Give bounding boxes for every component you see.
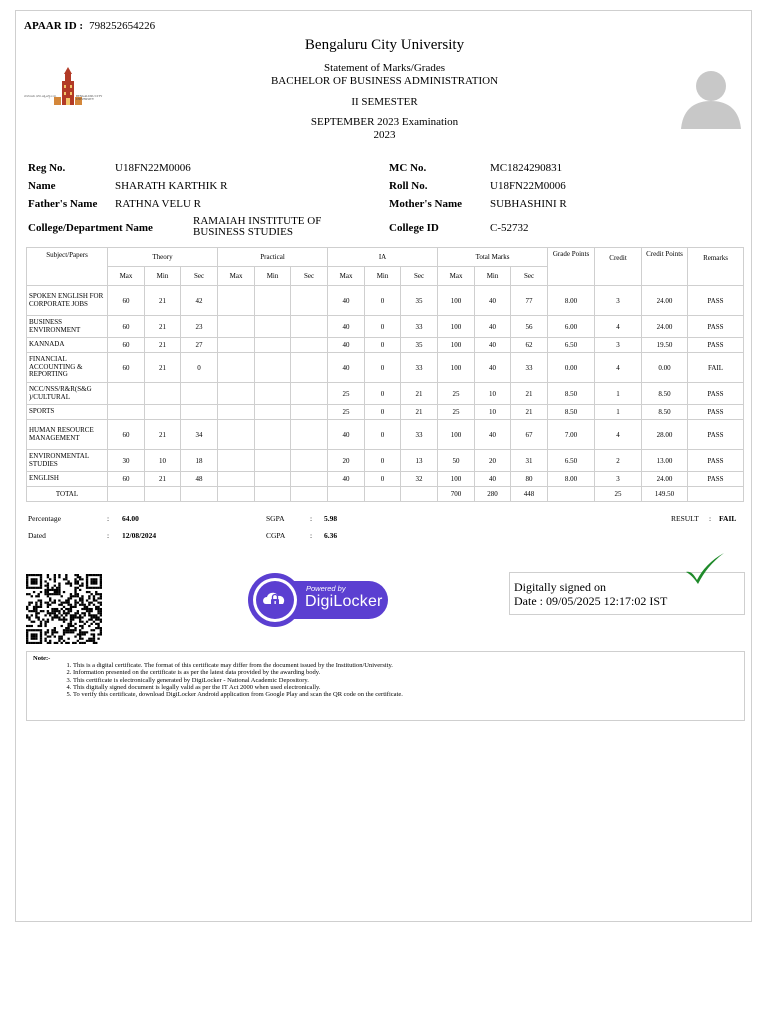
table-cell [181, 383, 218, 405]
table-cell: 100 [438, 353, 475, 383]
table-cell [218, 405, 255, 420]
table-row [27, 450, 744, 472]
table-cell [291, 383, 328, 405]
total-cell [548, 487, 595, 502]
table-cell: 40 [328, 353, 365, 383]
table-cell: 20 [328, 450, 365, 472]
table-cell [291, 472, 328, 487]
cgpa-colon: : [310, 531, 313, 540]
table-cell: 67 [511, 420, 548, 450]
note-item: 3. This certificate is electronically generated by DigiLocker - National Academic Depository. [73, 677, 403, 684]
sgpa-label: SGPA [266, 514, 285, 523]
total-cell [328, 487, 365, 502]
subhead-practical-sec: Sec [291, 267, 328, 286]
table-cell: 0 [365, 286, 401, 316]
table-cell: 77 [511, 286, 548, 316]
college-value [193, 216, 321, 238]
program-name: BACHELOR OF BUSINESS ADMINISTRATION [270, 75, 499, 87]
powered-by: Powered by [306, 584, 346, 593]
table-cell [255, 450, 291, 472]
table-cell: 35 [401, 338, 438, 353]
table-cell: 1 [595, 405, 642, 420]
table-cell: 33 [401, 316, 438, 338]
table-cell: 40 [328, 286, 365, 316]
roll-value: U18FN22M0006 [490, 180, 566, 192]
table-cell: 13 [401, 450, 438, 472]
col-total-marks: Total Marks [438, 248, 548, 267]
table-cell: 35 [401, 286, 438, 316]
table-cell: 0 [365, 450, 401, 472]
college-id-value: C-52732 [490, 222, 529, 234]
name-value: SHARATH KARTHIK R [115, 180, 228, 192]
table-cell: 40 [328, 472, 365, 487]
table-row [27, 405, 744, 420]
table-cell: 7.00 [548, 420, 595, 450]
mother-value: SUBHASHINI R [490, 198, 567, 210]
table-cell [218, 316, 255, 338]
table-cell: PASS [688, 286, 744, 316]
table-cell: 34 [181, 420, 218, 450]
result-colon: : [709, 514, 712, 523]
table-cell [291, 316, 328, 338]
table-cell: 27 [181, 338, 218, 353]
table-row [27, 420, 744, 450]
table-cell: 0 [365, 405, 401, 420]
total-cell [218, 487, 255, 502]
table-cell: 60 [108, 353, 145, 383]
subject-name: ENVIRONMENTAL STUDIES [27, 450, 108, 472]
subhead-theory-min: Min [145, 267, 181, 286]
note-list [63, 662, 403, 698]
col-subject: Subject/Papers [27, 248, 108, 286]
table-cell: 25 [438, 383, 475, 405]
table-cell: 56 [511, 316, 548, 338]
mc-label: MC No. [389, 162, 427, 174]
subhead-practical-min: Min [255, 267, 291, 286]
note-item: 5. To verify this certificate, download DigiLocker Android application from Google Play and scan the QR code on the certificate. [73, 691, 403, 698]
table-cell: 40 [475, 316, 511, 338]
note-item: 4. This digitally signed document is legally valid as per the IT Act 2000 when used electronically. [73, 684, 403, 691]
table-cell: FAIL [688, 353, 744, 383]
table-cell: 25 [328, 405, 365, 420]
dated-colon: : [107, 531, 110, 540]
table-cell: 3 [595, 338, 642, 353]
total-cell [145, 487, 181, 502]
note-item: 1. This is a digital certificate. The format of this certificate may differ from the document issued by the Institution/University. [73, 662, 403, 669]
total-cell: 25 [595, 487, 642, 502]
sgpa-value: 5.98 [324, 514, 338, 523]
table-cell [255, 405, 291, 420]
table-row [27, 472, 744, 487]
table-row [27, 316, 744, 338]
table-cell: 100 [438, 316, 475, 338]
digilocker-brand: DigiLocker [305, 593, 383, 610]
table-cell: PASS [688, 420, 744, 450]
dated-label: Dated [28, 531, 46, 540]
total-cell [181, 487, 218, 502]
exam-year: 2023 [373, 129, 396, 141]
table-cell: 6.50 [548, 338, 595, 353]
table-cell: 19.50 [642, 338, 688, 353]
table-cell: 60 [108, 472, 145, 487]
col-credit: Credit [595, 248, 642, 286]
col-grade-points: Grade Points [548, 248, 595, 286]
table-cell [291, 286, 328, 316]
marks-card [15, 10, 752, 922]
table-cell: 24.00 [642, 286, 688, 316]
table-cell: 40 [475, 286, 511, 316]
subject-name: FINANCIAL ACCOUNTING & REPORTING [27, 353, 108, 383]
result-label: RESULT [671, 514, 699, 523]
marks-table [26, 247, 744, 502]
mother-label: Mother's Name [389, 198, 463, 210]
table-cell: 21 [145, 420, 181, 450]
reg-value: U18FN22M0006 [115, 162, 191, 174]
table-cell: 10 [145, 450, 181, 472]
table-cell: 40 [475, 472, 511, 487]
total-cell [365, 487, 401, 502]
result-value: FAIL [719, 514, 737, 523]
table-cell: 4 [595, 420, 642, 450]
table-cell [218, 286, 255, 316]
table-cell [218, 353, 255, 383]
table-cell: 23 [181, 316, 218, 338]
percentage-value: 64.00 [122, 514, 139, 523]
total-cell: 700 [438, 487, 475, 502]
table-cell: 21 [511, 383, 548, 405]
table-cell: 32 [401, 472, 438, 487]
subject-name: BUSINESS ENVIRONMENT [27, 316, 108, 338]
table-cell: 13.00 [642, 450, 688, 472]
table-cell: 40 [475, 353, 511, 383]
table-cell: 8.50 [548, 405, 595, 420]
table-cell [291, 420, 328, 450]
table-cell: 40 [328, 316, 365, 338]
table-cell: 62 [511, 338, 548, 353]
total-cell [291, 487, 328, 502]
subhead-total-max: Max [438, 267, 475, 286]
table-cell: 24.00 [642, 472, 688, 487]
table-cell: PASS [688, 405, 744, 420]
table-cell: 0 [181, 353, 218, 383]
table-cell: 8.50 [642, 405, 688, 420]
table-cell: 21 [145, 338, 181, 353]
exam-session: SEPTEMBER 2023 Examination [310, 116, 459, 128]
table-cell: 21 [145, 316, 181, 338]
table-cell [108, 383, 145, 405]
table-cell: 10 [475, 383, 511, 405]
table-cell [255, 383, 291, 405]
table-cell: 40 [328, 338, 365, 353]
table-cell: 6.00 [548, 316, 595, 338]
table-cell: PASS [688, 338, 744, 353]
table-cell [255, 338, 291, 353]
table-cell: 33 [511, 353, 548, 383]
table-cell [218, 450, 255, 472]
table-cell: 0 [365, 316, 401, 338]
table-cell: 0 [365, 338, 401, 353]
table-cell: 31 [511, 450, 548, 472]
table-cell: PASS [688, 383, 744, 405]
table-cell: 10 [475, 405, 511, 420]
table-cell: 25 [328, 383, 365, 405]
table-cell: 40 [475, 420, 511, 450]
subhead-total-min: Min [475, 267, 511, 286]
table-cell: 20 [475, 450, 511, 472]
table-cell: PASS [688, 316, 744, 338]
mc-value: MC1824290831 [490, 162, 563, 174]
total-cell: 149.50 [642, 487, 688, 502]
subject-name: SPOKEN ENGLISH FOR CORPORATE JOBS [27, 286, 108, 316]
table-cell [255, 420, 291, 450]
qr-code[interactable] [26, 574, 102, 644]
table-cell: 0.00 [548, 353, 595, 383]
table-cell [291, 405, 328, 420]
col-remarks: Remarks [688, 248, 744, 286]
table-cell [218, 420, 255, 450]
signature-line1: Digitally signed on [514, 580, 606, 594]
table-cell [181, 405, 218, 420]
logo-text-english: BENGALURU CITY UNIVERSITY [76, 94, 103, 102]
total-cell [688, 487, 744, 502]
table-cell: 28.00 [642, 420, 688, 450]
total-cell [255, 487, 291, 502]
total-row [27, 487, 744, 502]
subhead-total-sec: Sec [511, 267, 548, 286]
reg-label: Reg No. [28, 162, 66, 174]
table-cell: 0 [365, 472, 401, 487]
university-logo [26, 65, 106, 111]
table-cell: 8.00 [548, 286, 595, 316]
table-cell [218, 472, 255, 487]
total-label: TOTAL [27, 487, 108, 502]
table-cell [108, 405, 145, 420]
col-ia: IA [328, 248, 438, 267]
table-cell [255, 286, 291, 316]
table-cell [255, 472, 291, 487]
table-cell: 0 [365, 420, 401, 450]
subhead-ia-max: Max [328, 267, 365, 286]
subject-name: HUMAN RESOURCE MANAGEMENT [27, 420, 108, 450]
subject-name: SPORTS [27, 405, 108, 420]
subhead-theory-sec: Sec [181, 267, 218, 286]
table-cell [255, 353, 291, 383]
table-cell: 0 [365, 353, 401, 383]
table-cell [291, 338, 328, 353]
subject-name: KANNADA [27, 338, 108, 353]
father-value: RATHNA VELU R [115, 198, 201, 210]
table-cell: 0.00 [642, 353, 688, 383]
table-cell: 8.50 [642, 383, 688, 405]
table-cell: 100 [438, 286, 475, 316]
col-practical: Practical [218, 248, 328, 267]
cgpa-label: CGPA [266, 531, 286, 540]
table-cell: 3 [595, 286, 642, 316]
table-cell: 60 [108, 338, 145, 353]
table-cell: 4 [595, 316, 642, 338]
subhead-theory-max: Max [108, 267, 145, 286]
signature-line2: Date : 09/05/2025 12:17:02 IST [514, 594, 668, 608]
table-cell: 50 [438, 450, 475, 472]
table-cell: 40 [328, 420, 365, 450]
subhead-ia-sec: Sec [401, 267, 438, 286]
total-cell: 448 [511, 487, 548, 502]
note-title: Note:- [33, 655, 51, 662]
note-item: 2. Information presented on the certificate is as per the latest data provided by the awarding body. [73, 669, 403, 676]
logo-text-kannada: ಬೆಂಗಳೂರು ನಗರ ವಿಶ್ವವಿದ್ಯಾಲಯ [24, 94, 57, 98]
table-cell: 21 [145, 472, 181, 487]
roll-label: Roll No. [389, 180, 428, 192]
student-photo [679, 63, 743, 129]
father-label: Father's Name [28, 198, 98, 210]
col-credit-points: Credit Points [642, 248, 688, 286]
college-value-line1: RAMAIAH INSTITUTE OF [193, 215, 322, 227]
total-cell: 280 [475, 487, 511, 502]
subhead-practical-max: Max [218, 267, 255, 286]
table-row [27, 353, 744, 383]
table-cell: 8.00 [548, 472, 595, 487]
table-cell [218, 338, 255, 353]
table-row [27, 286, 744, 316]
table-cell: 0 [365, 383, 401, 405]
college-value-line2: BUSINESS STUDIES [193, 226, 293, 238]
table-cell [145, 383, 181, 405]
table-cell: PASS [688, 450, 744, 472]
table-cell: 80 [511, 472, 548, 487]
table-row [27, 383, 744, 405]
table-cell: 3 [595, 472, 642, 487]
statement-title: Statement of Marks/Grades [324, 62, 445, 74]
table-cell: 100 [438, 472, 475, 487]
table-cell: 6.50 [548, 450, 595, 472]
college-label: College/Department Name [28, 222, 153, 234]
table-cell: 21 [145, 353, 181, 383]
percentage-label: Percentage [28, 514, 61, 523]
table-cell: 100 [438, 338, 475, 353]
col-theory: Theory [108, 248, 218, 267]
name-label: Name [28, 180, 56, 192]
table-cell: 25 [438, 405, 475, 420]
table-cell: 60 [108, 316, 145, 338]
table-cell: 33 [401, 353, 438, 383]
apaar-label: APAAR ID : [24, 20, 84, 32]
table-cell: 21 [511, 405, 548, 420]
subject-name: ENGLISH [27, 472, 108, 487]
table-cell [255, 316, 291, 338]
table-cell: 4 [595, 353, 642, 383]
table-cell: 21 [145, 286, 181, 316]
table-row [27, 338, 744, 353]
subject-name: NCC/NSS/R&R(S&G )/CULTURAL [27, 383, 108, 405]
table-cell: 2 [595, 450, 642, 472]
subhead-ia-min: Min [365, 267, 401, 286]
table-cell: 1 [595, 383, 642, 405]
total-cell [401, 487, 438, 502]
college-id-label: College ID [389, 222, 439, 234]
table-cell [218, 383, 255, 405]
apaar-id [24, 20, 155, 32]
table-cell: 42 [181, 286, 218, 316]
table-cell: 21 [401, 383, 438, 405]
total-cell [108, 487, 145, 502]
table-cell: PASS [688, 472, 744, 487]
table-cell [291, 450, 328, 472]
table-cell: 18 [181, 450, 218, 472]
table-cell [145, 405, 181, 420]
apaar-value: 798252654226 [89, 20, 156, 32]
table-cell: 48 [181, 472, 218, 487]
cgpa-value: 6.36 [324, 531, 338, 540]
dated-value: 12/08/2024 [122, 531, 157, 540]
percentage-colon: : [107, 514, 110, 523]
sgpa-colon: : [310, 514, 313, 523]
table-cell: 60 [108, 420, 145, 450]
table-cell: 60 [108, 286, 145, 316]
semester: II SEMESTER [351, 96, 418, 108]
table-cell [291, 353, 328, 383]
table-cell: 100 [438, 420, 475, 450]
table-cell: 21 [401, 405, 438, 420]
table-cell: 30 [108, 450, 145, 472]
notes-section [26, 651, 745, 721]
table-cell: 33 [401, 420, 438, 450]
table-cell: 8.50 [548, 383, 595, 405]
university-name: Bengaluru City University [304, 37, 465, 53]
checkmark-icon [684, 552, 726, 586]
digilocker-badge [246, 571, 388, 629]
table-cell: 40 [475, 338, 511, 353]
table-cell: 24.00 [642, 316, 688, 338]
